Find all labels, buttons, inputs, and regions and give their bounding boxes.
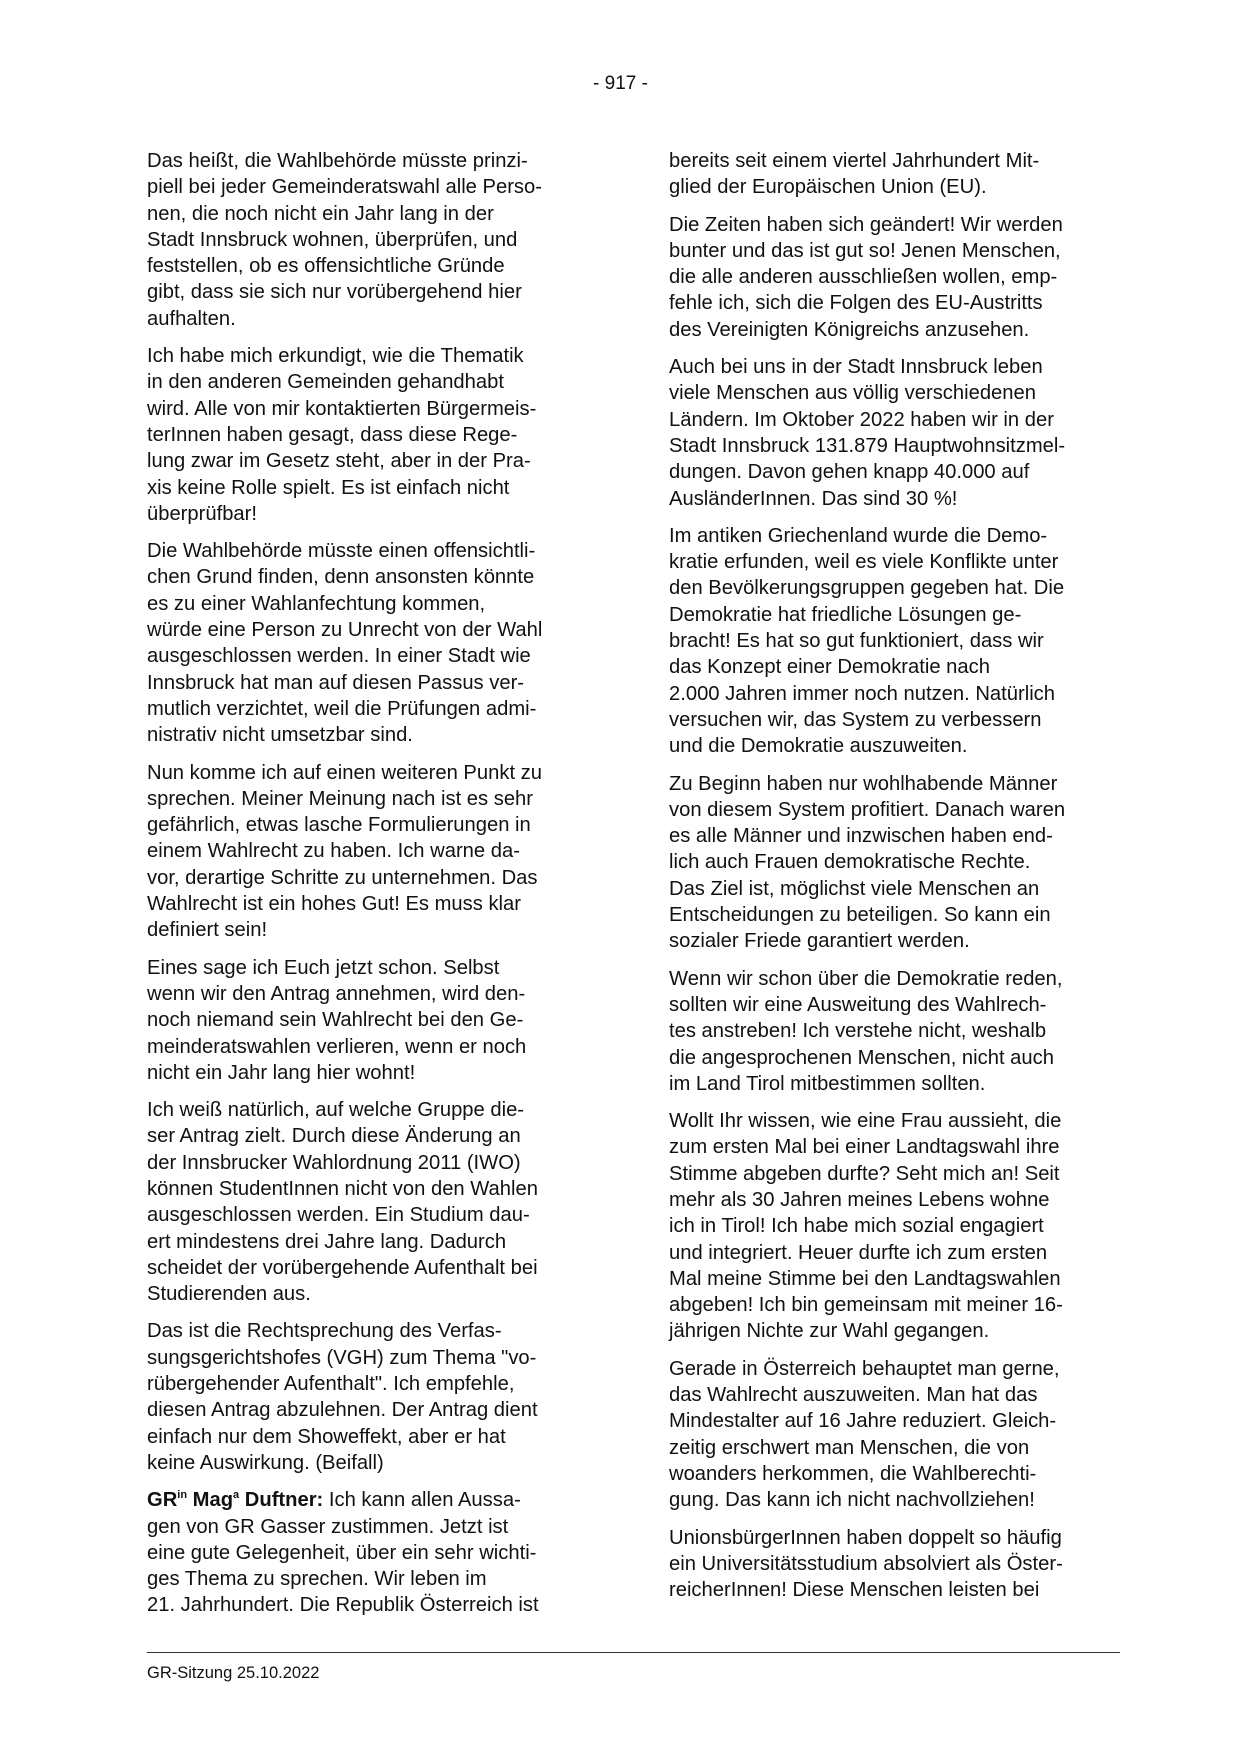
paragraph bbox=[147, 538, 597, 748]
text-line: sollten wir eine Ausweitung des Wahlrech- bbox=[669, 993, 1047, 1016]
text-line: nistrativ nicht umsetzbar sind. bbox=[147, 724, 413, 747]
text-line: ich in Tirol! Ich habe mich sozial engagiert bbox=[669, 1215, 1044, 1238]
text-line: bunter und das ist gut so! Jenen Menschen, bbox=[669, 239, 1061, 262]
text-line: Eines sage ich Euch jetzt schon. Selbst bbox=[147, 956, 500, 979]
text-line: diesen Antrag abzulehnen. Der Antrag dient bbox=[147, 1399, 538, 1422]
text-line: vor, derartige Schritte zu unternehmen. Das bbox=[147, 866, 538, 889]
text-line: bereits seit einem viertel Jahrhundert Mit- bbox=[669, 150, 1040, 172]
text-line: und die Demokratie auszuweiten. bbox=[669, 735, 968, 758]
text-line: chen Grund finden, denn ansonsten könnte bbox=[147, 566, 535, 589]
right-column bbox=[669, 148, 1119, 1614]
text-line: gen von GR Gasser zustimmen. Jetzt ist bbox=[147, 1515, 509, 1538]
text-line: einfach nur dem Showeffekt, aber er hat bbox=[147, 1425, 506, 1448]
text-line: mutlich verzichtet, weil die Prüfungen admi- bbox=[147, 697, 537, 720]
text-line: Ländern. Im Oktober 2022 haben wir in der bbox=[669, 408, 1054, 431]
text-line: zeitig erschwert man Menschen, die von bbox=[669, 1436, 1030, 1459]
text-line: viele Menschen aus völlig verschiedenen bbox=[669, 382, 1036, 405]
text-line: ser Antrag zielt. Durch diese Änderung an bbox=[147, 1125, 521, 1148]
text-line: UnionsbürgerInnen haben doppelt so häufig bbox=[669, 1526, 1062, 1549]
text-line: definiert sein! bbox=[147, 919, 268, 942]
text-line: jährigen Nichte zur Wahl gegangen. bbox=[669, 1320, 990, 1343]
text-line: woanders herkommen, die Wahlberechti- bbox=[669, 1462, 1037, 1485]
text-line: ert mindestens drei Jahre lang. Dadurch bbox=[147, 1230, 507, 1253]
text-line: noch niemand sein Wahlrecht bei den Ge- bbox=[147, 1009, 524, 1032]
text-line: Wahlrecht ist ein hohes Gut! Es muss klar bbox=[147, 893, 521, 916]
paragraph bbox=[147, 1318, 597, 1476]
text-line: die angesprochenen Menschen, nicht auch bbox=[669, 1046, 1054, 1069]
footer-divider bbox=[147, 1652, 1120, 1653]
speaker-degree-suffix: a bbox=[233, 1489, 240, 1502]
text-line: es alle Männer und inzwischen haben end- bbox=[669, 825, 1053, 848]
text-line: AusländerInnen. Das sind 30 %! bbox=[669, 487, 958, 510]
text-line: es zu einer Wahlanfechtung kommen, bbox=[147, 592, 486, 615]
paragraph bbox=[147, 1097, 597, 1307]
text-line: Stimme abgeben durfte? Seht mich an! Seit bbox=[669, 1162, 1060, 1185]
text-line: versuchen wir, das System zu verbessern bbox=[669, 708, 1042, 731]
paragraph bbox=[669, 523, 1119, 760]
text-line: und integriert. Heuer durfte ich zum ersten bbox=[669, 1241, 1048, 1264]
text-line: Demokratie hat friedliche Lösungen ge- bbox=[669, 603, 1022, 626]
text-line: die alle anderen ausschließen wollen, emp- bbox=[669, 266, 1058, 289]
text-line: lung zwar im Gesetz steht, aber in der Pra- bbox=[147, 450, 531, 473]
text-line: Das ist die Rechtsprechung des Verfas- bbox=[147, 1320, 502, 1343]
text-line: terInnen haben gesagt, dass diese Rege- bbox=[147, 423, 518, 446]
footer-session-date: GR-Sitzung 25.10.2022 bbox=[147, 1664, 320, 1682]
paragraph bbox=[147, 955, 597, 1086]
text-line: in den anderen Gemeinden gehandhabt bbox=[147, 371, 504, 394]
page-number: - 917 - bbox=[593, 73, 648, 94]
text-line: 21. Jahrhundert. Die Republik Österreich ist bbox=[147, 1594, 539, 1617]
text-line: sungsgerichtshofes (VGH) zum Thema "vo- bbox=[147, 1346, 537, 1369]
text-line: eine gute Gelegenheit, über ein sehr wichti- bbox=[147, 1541, 537, 1564]
text-line: von diesem System profitiert. Danach waren bbox=[669, 798, 1066, 821]
text-line: piell bei jeder Gemeinderatswahl alle Perso- bbox=[147, 176, 542, 199]
text-line: des Vereinigten Königreichs anzusehen. bbox=[669, 318, 1030, 341]
text-line: ein Universitätsstudium absolviert als Öster- bbox=[669, 1552, 1063, 1575]
text-line: sozialer Friede garantiert werden. bbox=[669, 930, 970, 953]
speaker-degree: Mag bbox=[192, 1489, 234, 1512]
text-line: Auch bei uns in der Stadt Innsbruck leben bbox=[669, 356, 1043, 379]
text-line: fehle ich, sich die Folgen des EU-Austritts bbox=[669, 292, 1043, 315]
text-line: einem Wahlrecht zu haben. Ich warne da- bbox=[147, 840, 520, 863]
speaker-title: GR bbox=[147, 1489, 178, 1512]
text-line: gefährlich, etwas lasche Formulierungen in bbox=[147, 814, 531, 837]
text-line: meinderatswahlen verlieren, wenn er noch bbox=[147, 1035, 527, 1058]
speaker-name bbox=[147, 1489, 323, 1511]
text-line: Stadt Innsbruck 131.879 Hauptwohnsitzmel- bbox=[669, 434, 1066, 457]
text-line: wenn wir den Antrag annehmen, wird den- bbox=[147, 982, 526, 1005]
text-line: Stadt Innsbruck wohnen, überprüfen, und bbox=[147, 228, 518, 251]
text-line: ausgeschlossen werden. In einer Stadt wie bbox=[147, 645, 531, 668]
text-line: bracht! Es hat so gut funktioniert, dass wir bbox=[669, 630, 1044, 653]
text-line: aufhalten. bbox=[147, 307, 236, 330]
text-line: Innsbruck hat man auf diesen Passus ver- bbox=[147, 671, 525, 694]
paragraph bbox=[669, 1525, 1119, 1604]
text-line: glied der Europäischen Union (EU). bbox=[669, 176, 987, 199]
paragraph bbox=[147, 148, 597, 332]
paragraph bbox=[147, 343, 597, 527]
text-line: Gerade in Österreich behauptet man gerne, bbox=[669, 1357, 1060, 1380]
text-line: Die Zeiten haben sich geändert! Wir werden bbox=[669, 213, 1063, 236]
text-line: gung. Das kann ich nicht nachvollziehen! bbox=[669, 1489, 1035, 1512]
paragraph bbox=[669, 212, 1119, 343]
text-line: überprüfbar! bbox=[147, 502, 257, 525]
text-line: Studierenden aus. bbox=[147, 1283, 311, 1306]
text-line: feststellen, ob es offensichtliche Gründe bbox=[147, 255, 505, 278]
paragraph bbox=[669, 354, 1119, 512]
text-line: lich auch Frauen demokratische Rechte. bbox=[669, 851, 1031, 874]
text-line: ausgeschlossen werden. Ein Studium dau- bbox=[147, 1204, 530, 1227]
text-line: 2.000 Jahren immer noch nutzen. Natürlich bbox=[669, 682, 1056, 705]
text-line: Nun komme ich auf einen weiteren Punkt zu bbox=[147, 761, 542, 784]
text-line: im Land Tirol mitbestimmen sollten. bbox=[669, 1072, 986, 1095]
paragraph bbox=[147, 760, 597, 944]
text-line: das Wahlrecht auszuweiten. Man hat das bbox=[669, 1384, 1038, 1407]
text-line: Wenn wir schon über die Demokratie reden, bbox=[669, 967, 1063, 990]
text-line: Mindestalter auf 16 Jahre reduziert. Gleich- bbox=[669, 1410, 1057, 1433]
text-line: xis keine Rolle spielt. Es ist einfach nicht bbox=[147, 476, 510, 499]
text-line: abgeben! Ich bin gemeinsam mit meiner 16- bbox=[669, 1294, 1063, 1317]
text-line: Im antiken Griechenland wurde die Demo- bbox=[669, 524, 1048, 547]
text-line: ges Thema zu sprechen. Wir leben im bbox=[147, 1568, 487, 1591]
text-line: Wollt Ihr wissen, wie eine Frau aussieht, die bbox=[669, 1110, 1062, 1133]
text-line: das Konzept einer Demokratie nach bbox=[669, 656, 990, 679]
text-line bbox=[147, 1487, 597, 1513]
text-line: können StudentInnen nicht von den Wahlen bbox=[147, 1177, 538, 1200]
paragraph bbox=[669, 148, 1119, 201]
left-column bbox=[147, 148, 597, 1630]
text-line: der Innsbrucker Wahlordnung 2011 (IWO) bbox=[147, 1151, 521, 1174]
text-line: Die Wahlbehörde müsste einen offensichtli- bbox=[147, 540, 536, 563]
text-line: zum ersten Mal bei einer Landtagswahl ihre bbox=[669, 1136, 1060, 1159]
speaker-surname: Duftner: bbox=[244, 1489, 324, 1512]
text-line: Ich habe mich erkundigt, wie die Thematik bbox=[147, 345, 524, 368]
text-line: kratie erfunden, weil es viele Konflikte unter bbox=[669, 551, 1059, 574]
text-line: mehr als 30 Jahren meines Lebens wohne bbox=[669, 1188, 1050, 1211]
text-line: rübergehender Aufenthalt". Ich empfehle, bbox=[147, 1373, 515, 1396]
text-line: Mal meine Stimme bei den Landtagswahlen bbox=[669, 1267, 1061, 1290]
text-line: tes anstreben! Ich verstehe nicht, weshalb bbox=[669, 1020, 1047, 1043]
text-line: sprechen. Meiner Meinung nach ist es sehr bbox=[147, 787, 534, 810]
speaker-paragraph bbox=[147, 1487, 597, 1618]
paragraph bbox=[669, 1108, 1119, 1345]
paragraph bbox=[669, 771, 1119, 955]
text-line: Entscheidungen zu beteiligen. So kann ein bbox=[669, 904, 1051, 927]
paragraph bbox=[669, 966, 1119, 1097]
text-line: Zu Beginn haben nur wohlhabende Männer bbox=[669, 772, 1058, 795]
text-line: nicht ein Jahr lang hier wohnt! bbox=[147, 1061, 416, 1084]
text-line: wird. Alle von mir kontaktierten Bürgermeis- bbox=[147, 397, 537, 420]
text-line: Ich weiß natürlich, auf welche Gruppe die- bbox=[147, 1099, 525, 1122]
text-line: dungen. Davon gehen knapp 40.000 auf bbox=[669, 461, 1030, 484]
text-line: reicherInnen! Diese Menschen leisten bei bbox=[669, 1579, 1040, 1602]
text-line: Das Ziel ist, möglichst viele Menschen an bbox=[669, 877, 1040, 900]
text-line: scheidet der vorübergehende Aufenthalt bei bbox=[147, 1256, 538, 1279]
text-line: würde eine Person zu Unrecht von der Wahl bbox=[147, 619, 543, 642]
text-line: gibt, dass sie sich nur vorübergehend hier bbox=[147, 281, 522, 304]
text-line: den Bevölkerungsgruppen gegeben hat. Die bbox=[669, 577, 1065, 600]
speaker-title-suffix: in bbox=[177, 1489, 188, 1502]
paragraph bbox=[669, 1356, 1119, 1514]
speaker-text-start: Ich kann allen Aussa- bbox=[328, 1489, 521, 1512]
text-line: Das heißt, die Wahlbehörde müsste prinzi- bbox=[147, 150, 528, 172]
text-line: keine Auswirkung. (Beifall) bbox=[147, 1451, 384, 1474]
text-line: nen, die noch nicht ein Jahr lang in der bbox=[147, 202, 494, 225]
